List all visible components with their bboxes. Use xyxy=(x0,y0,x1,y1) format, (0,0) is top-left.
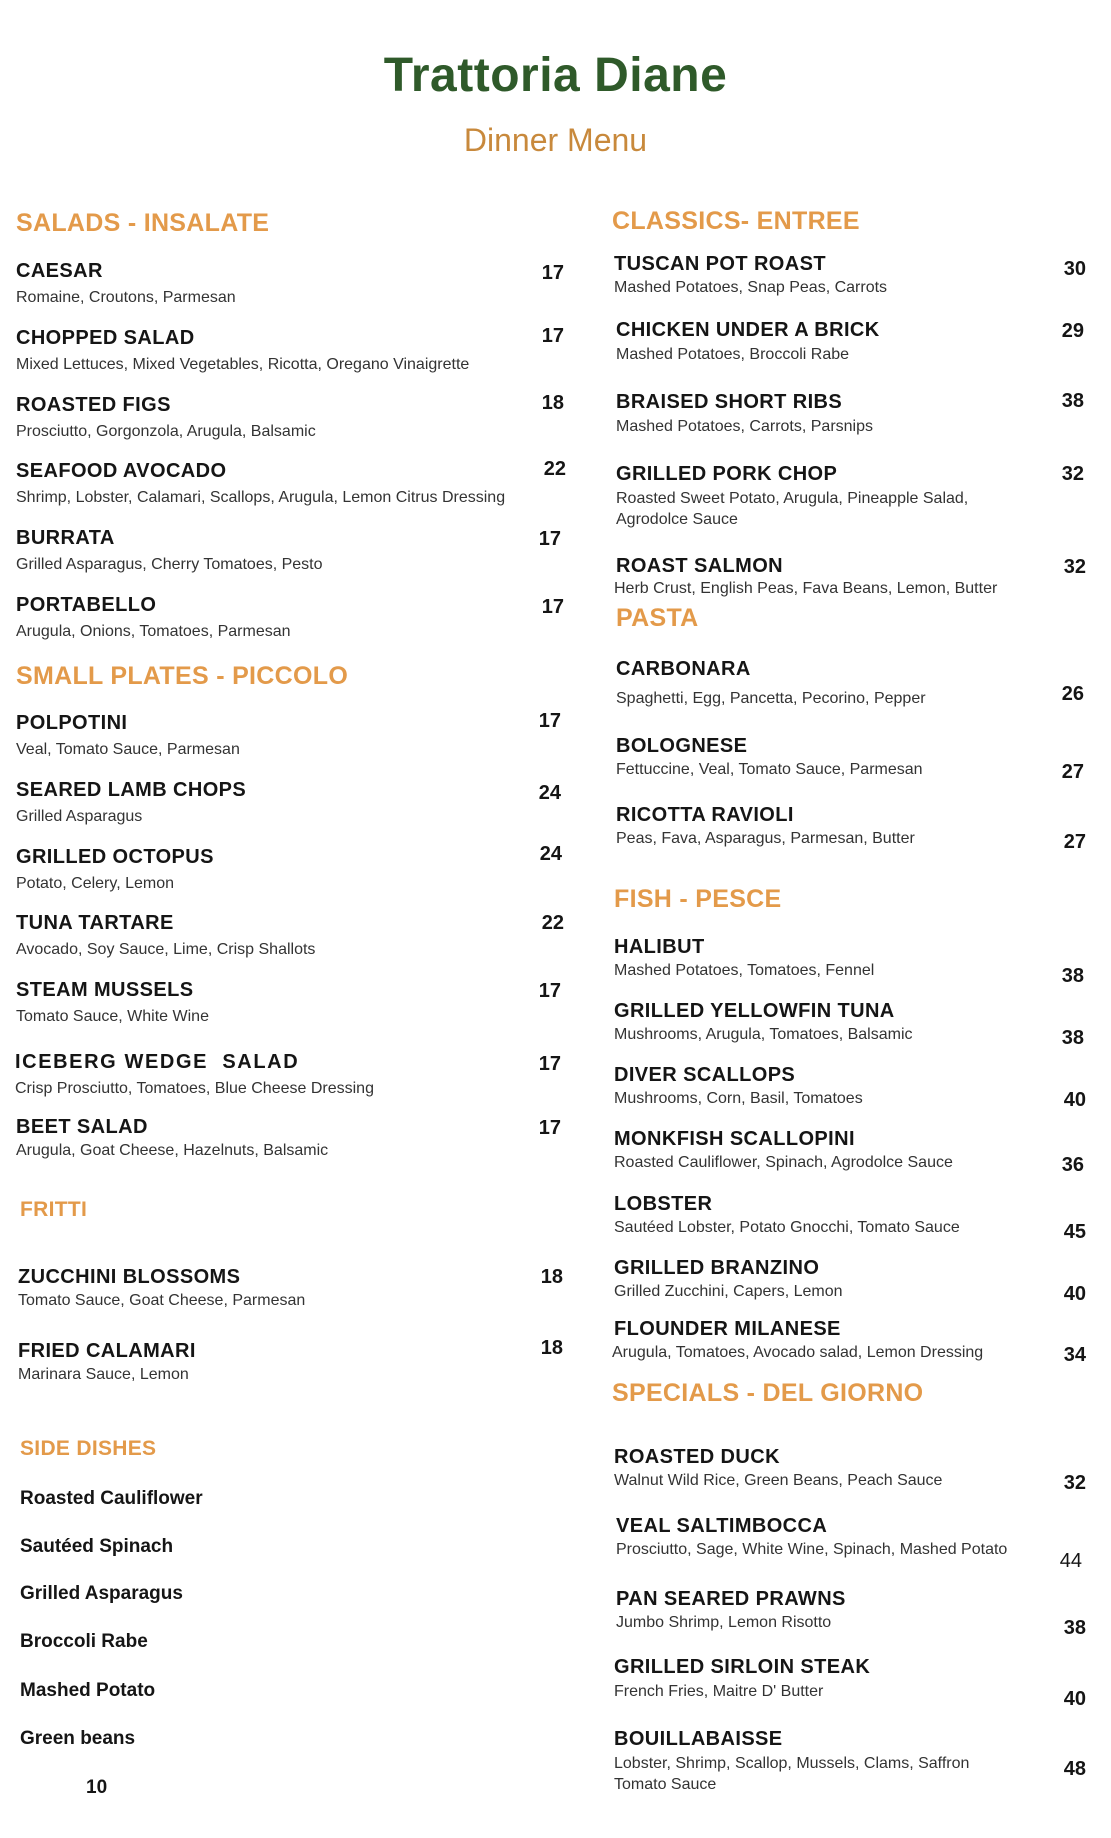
item-price: 22 xyxy=(543,458,566,480)
item-description: Mushrooms, Arugula, Tomatoes, Balsamic xyxy=(614,1026,913,1043)
menu-item xyxy=(614,1656,1044,1702)
menu-item xyxy=(18,1266,538,1311)
menu-item xyxy=(612,1318,1052,1363)
menu-item xyxy=(616,658,1046,709)
item-description: Herb Crust, English Peas, Fava Beans, Lemon, Butter xyxy=(614,580,998,597)
item-name: FLOUNDER MILANESE xyxy=(614,1318,841,1340)
item-description: Arugula, Tomatoes, Avocado salad, Lemon Dressing xyxy=(612,1344,984,1361)
item-description: Marinara Sauce, Lemon xyxy=(18,1366,189,1383)
item-price: 48 xyxy=(1063,1758,1086,1780)
menu-item xyxy=(16,394,536,442)
item-description: Mashed Potatoes, Carrots, Parsnips xyxy=(616,418,874,435)
menu-item xyxy=(614,555,1044,599)
restaurant-title: Trattoria Diane xyxy=(383,49,728,102)
side-dish-item: Sautéed Spinach xyxy=(20,1536,174,1557)
section-title-salads: SALADS - INSALATE xyxy=(16,209,270,237)
item-description: Shrimp, Lobster, Calamari, Scallops, Arugula, Lemon Citrus Dressing xyxy=(16,489,506,506)
item-description: Peas, Fava, Asparagus, Parmesan, Butter xyxy=(616,830,915,847)
item-name: ROASTED DUCK xyxy=(614,1446,780,1468)
item-description: Fettuccine, Veal, Tomato Sauce, Parmesan xyxy=(616,761,923,778)
item-name: CHOPPED SALAD xyxy=(16,327,195,349)
item-price: 24 xyxy=(538,782,561,804)
item-price: 17 xyxy=(538,1117,561,1139)
item-price: 18 xyxy=(540,1266,563,1288)
item-name: ROASTED FIGS xyxy=(16,394,171,416)
item-name: PAN SEARED PRAWNS xyxy=(616,1588,846,1610)
item-name: STEAM MUSSELS xyxy=(16,979,194,1001)
menu-item xyxy=(614,253,1044,298)
item-price: 32 xyxy=(1063,556,1086,578)
item-price: 36 xyxy=(1061,1154,1084,1176)
item-name: HALIBUT xyxy=(614,936,705,958)
menu-item xyxy=(16,979,536,1027)
menu-item xyxy=(616,463,1016,530)
item-description: Roasted Sweet Potato, Arugula, Pineapple Salad, Agrodolce Sauce xyxy=(616,490,969,528)
item-name: RICOTTA RAVIOLI xyxy=(616,804,794,826)
section-title-classics: CLASSICS- ENTREE xyxy=(612,207,860,235)
item-name: SEAFOOD AVOCADO xyxy=(16,460,227,482)
menu-item xyxy=(16,1116,536,1161)
item-price: 38 xyxy=(1061,390,1084,412)
menu-item xyxy=(616,735,1046,780)
item-description: Prosciutto, Gorgonzola, Arugula, Balsamic xyxy=(16,423,316,440)
menu-item xyxy=(616,319,1046,365)
item-price: 32 xyxy=(1061,463,1084,485)
item-name: GRILLED BRANZINO xyxy=(614,1257,820,1279)
menu-item xyxy=(16,260,536,308)
menu-subtitle: Dinner Menu xyxy=(463,122,648,158)
item-name: GRILLED YELLOWFIN TUNA xyxy=(614,1000,895,1022)
item-name: BURRATA xyxy=(16,527,115,549)
item-name: DIVER SCALLOPS xyxy=(614,1064,796,1086)
item-price: 30 xyxy=(1063,258,1086,280)
item-price: 38 xyxy=(1061,965,1084,987)
menu-item xyxy=(16,460,536,508)
item-price: 17 xyxy=(538,1053,561,1075)
item-price: 34 xyxy=(1063,1344,1086,1366)
item-description: Mashed Potatoes, Broccoli Rabe xyxy=(616,346,850,363)
menu-item xyxy=(16,594,536,642)
item-price: 40 xyxy=(1063,1089,1086,1111)
item-description: Mixed Lettuces, Mixed Vegetables, Ricotta, Oregano Vinaigrette xyxy=(16,356,470,373)
item-name: FRIED CALAMARI xyxy=(18,1340,196,1362)
item-description: French Fries, Maitre D' Butter xyxy=(614,1683,824,1700)
menu-item xyxy=(616,391,1046,437)
item-description: Tomato Sauce, White Wine xyxy=(16,1008,209,1025)
item-price: 17 xyxy=(541,596,564,618)
side-dish-item: Mashed Potato xyxy=(20,1680,156,1701)
item-description: Mushrooms, Corn, Basil, Tomatoes xyxy=(614,1090,863,1107)
item-name: BOLOGNESE xyxy=(616,735,748,757)
item-name: TUNA TARTARE xyxy=(16,912,174,934)
item-price: 17 xyxy=(541,325,564,347)
section-title-side-dishes: SIDE DISHES xyxy=(20,1437,157,1460)
side-dish-item: Roasted Cauliflower xyxy=(20,1488,203,1509)
item-price: 29 xyxy=(1061,320,1084,342)
item-name: TUSCAN POT ROAST xyxy=(614,253,826,275)
item-name: BRAISED SHORT RIBS xyxy=(616,391,843,413)
item-description: Sautéed Lobster, Potato Gnocchi, Tomato Sauce xyxy=(614,1219,960,1236)
menu-item xyxy=(614,1064,1044,1109)
item-price: 44 xyxy=(1059,1550,1082,1572)
item-description: Grilled Asparagus, Cherry Tomatoes, Pesto xyxy=(16,556,323,573)
item-name: GRILLED OCTOPUS xyxy=(16,846,214,868)
menu-item xyxy=(616,804,1046,849)
item-description: Jumbo Shrimp, Lemon Risotto xyxy=(616,1614,832,1631)
item-name: ROAST SALMON xyxy=(616,555,784,577)
item-name: GRILLED PORK CHOP xyxy=(616,463,838,485)
menu-item xyxy=(614,1257,1044,1302)
item-description: Arugula, Goat Cheese, Hazelnuts, Balsamic xyxy=(16,1142,329,1159)
menu-item xyxy=(614,1193,1044,1238)
item-name: BEET SALAD xyxy=(16,1116,148,1138)
item-name: CARBONARA xyxy=(616,658,751,680)
item-price: 38 xyxy=(1063,1617,1086,1639)
item-name: SEARED LAMB CHOPS xyxy=(16,779,247,801)
item-name: PORTABELLO xyxy=(16,594,157,616)
menu-item xyxy=(16,779,536,827)
item-price: 17 xyxy=(541,262,564,284)
item-name: LOBSTER xyxy=(614,1193,713,1215)
item-price: 45 xyxy=(1063,1221,1086,1243)
item-price: 40 xyxy=(1063,1688,1086,1710)
menu-item xyxy=(614,1446,1044,1491)
item-price: 32 xyxy=(1063,1472,1086,1494)
item-name: MONKFISH SCALLOPINI xyxy=(614,1128,855,1150)
section-title-pasta: PASTA xyxy=(616,604,699,632)
item-description: Avocado, Soy Sauce, Lime, Crisp Shallots xyxy=(16,941,316,958)
item-description: Walnut Wild Rice, Green Beans, Peach Sauce xyxy=(614,1472,943,1489)
item-name: ZUCCHINI BLOSSOMS xyxy=(18,1266,241,1288)
menu-item xyxy=(614,1728,974,1795)
section-title-specials: SPECIALS - DEL GIORNO xyxy=(612,1379,924,1407)
menu-item xyxy=(16,327,536,375)
item-name: BOUILLABAISSE xyxy=(614,1728,783,1750)
item-price: 17 xyxy=(538,528,561,550)
item-description: Mashed Potatoes, Tomatoes, Fennel xyxy=(614,962,875,979)
item-description: Spaghetti, Egg, Pancetta, Pecorino, Pepper xyxy=(616,690,926,707)
item-price: 26 xyxy=(1061,683,1084,705)
item-price: 17 xyxy=(538,980,561,1002)
item-price: 22 xyxy=(541,912,564,934)
item-description: Prosciutto, Sage, White Wine, Spinach, Mashed Potato xyxy=(616,1541,1008,1558)
side-dish-price: 10 xyxy=(86,1777,108,1798)
item-description: Tomato Sauce, Goat Cheese, Parmesan xyxy=(18,1292,306,1309)
menu-item xyxy=(614,936,1044,981)
item-price: 40 xyxy=(1063,1283,1086,1305)
item-description: Roasted Cauliflower, Spinach, Agrodolce Sauce xyxy=(614,1154,953,1171)
item-description: Arugula, Onions, Tomatoes, Parmesan xyxy=(16,623,291,640)
item-price: 17 xyxy=(538,710,561,732)
item-name: GRILLED SIRLOIN STEAK xyxy=(614,1656,871,1678)
item-name: CHICKEN UNDER A BRICK xyxy=(616,319,880,341)
item-name: VEAL SALTIMBOCCA xyxy=(616,1515,828,1537)
menu-item xyxy=(16,712,536,760)
menu-item xyxy=(18,1340,538,1385)
side-dish-item: Broccoli Rabe xyxy=(20,1631,148,1652)
menu-item xyxy=(16,846,536,894)
item-description: Crisp Prosciutto, Tomatoes, Blue Cheese Dressing xyxy=(15,1080,374,1097)
menu-item xyxy=(616,1515,1046,1560)
item-price: 27 xyxy=(1063,831,1086,853)
item-name: ICEBERG WEDGE SALAD xyxy=(15,1051,300,1073)
item-price: 27 xyxy=(1061,761,1084,783)
menu-item xyxy=(614,1128,1044,1173)
menu-item xyxy=(616,1588,1046,1633)
item-description: Grilled Asparagus xyxy=(16,808,143,825)
item-description: Potato, Celery, Lemon xyxy=(16,875,175,892)
side-dish-item: Green beans xyxy=(20,1728,136,1749)
menu-item xyxy=(16,527,536,575)
side-dish-item: Grilled Asparagus xyxy=(20,1583,183,1604)
menu-item xyxy=(15,1051,535,1099)
item-price: 18 xyxy=(540,1337,563,1359)
item-price: 38 xyxy=(1061,1027,1084,1049)
section-title-fritti: FRITTI xyxy=(20,1198,88,1221)
item-description: Veal, Tomato Sauce, Parmesan xyxy=(16,741,240,758)
item-description: Mashed Potatoes, Snap Peas, Carrots xyxy=(614,279,888,296)
item-description: Romaine, Croutons, Parmesan xyxy=(16,289,236,306)
section-title-small-plates: SMALL PLATES - PICCOLO xyxy=(16,662,349,690)
item-description: Grilled Zucchini, Capers, Lemon xyxy=(614,1283,843,1300)
menu-item xyxy=(614,1000,1044,1045)
menu-item xyxy=(16,912,536,960)
item-price: 18 xyxy=(541,392,564,414)
item-name: CAESAR xyxy=(16,260,103,282)
item-price: 24 xyxy=(539,843,562,865)
item-name: POLPOTINI xyxy=(16,712,128,734)
item-description: Lobster, Shrimp, Scallop, Mussels, Clams, Saffron Tomato Sauce xyxy=(614,1755,970,1793)
section-title-fish: FISH - PESCE xyxy=(614,885,782,913)
